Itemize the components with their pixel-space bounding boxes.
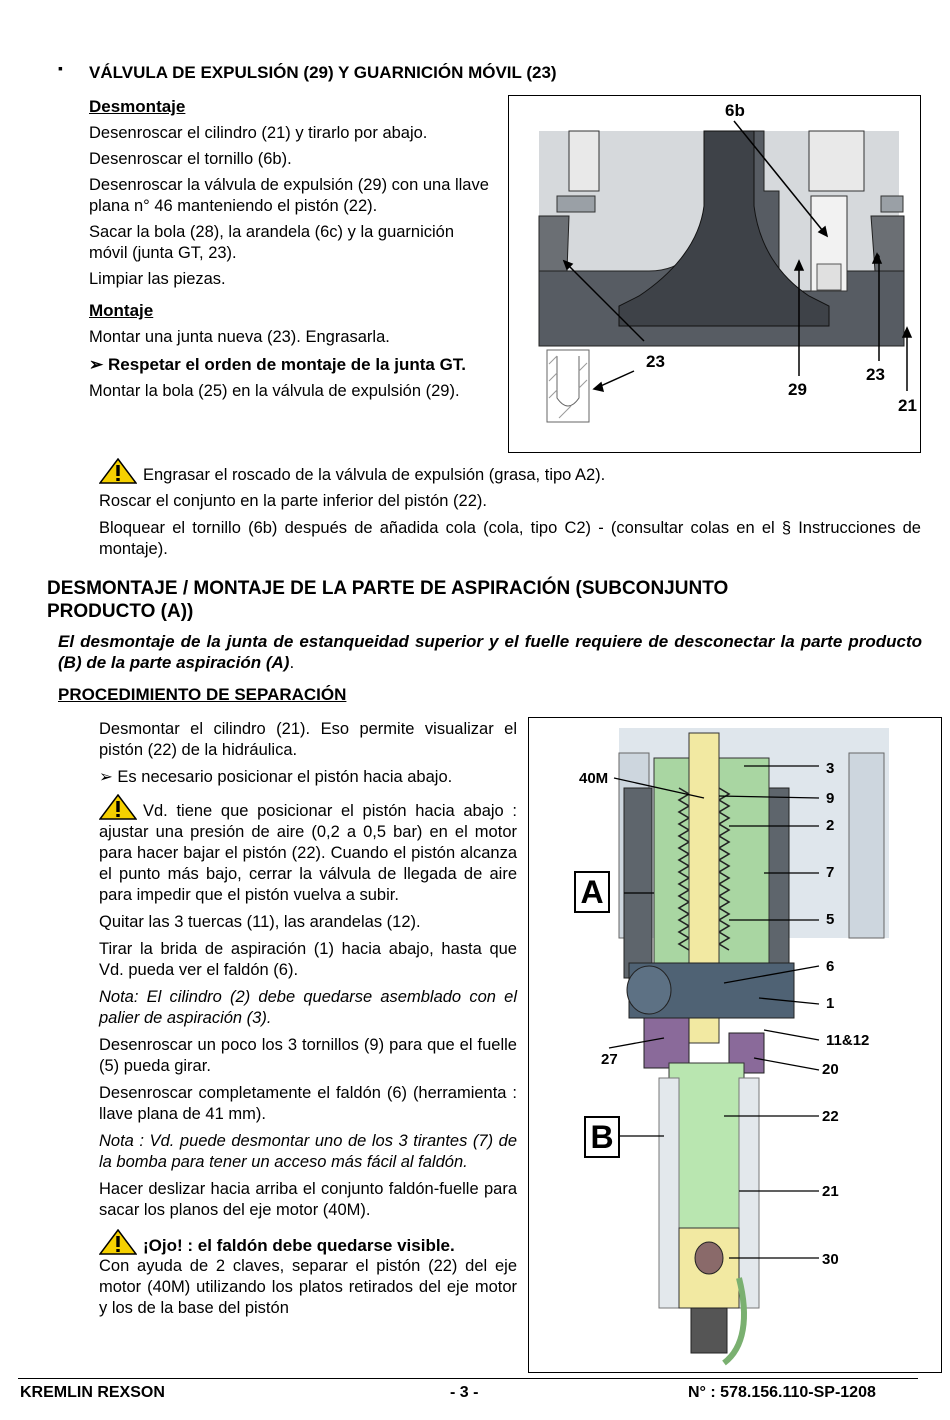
- montaje-step: Montar la bola (25) en la válvula de expulsión (29).: [89, 382, 460, 400]
- figure1-right-nut: [809, 131, 864, 191]
- montaje-note: [89, 354, 497, 375]
- procedure-warning-step: [99, 794, 517, 906]
- figure2-label-11-12: 11&12: [826, 1032, 870, 1049]
- procedure-note-italic: Nota : Vd. puede desmontar uno de los 3 tirantes (7) de la bomba para tener un acceso más fácil al faldón.: [99, 1132, 517, 1171]
- procedure-text-column: [99, 719, 517, 1319]
- desmontaje-step: Sacar la bola (28), la arandela (6c) y la guarnición móvil (junta GT, 23).: [89, 223, 455, 262]
- figure2-label-a: A: [574, 871, 610, 913]
- figure2-pump-diagram: [528, 717, 942, 1373]
- procedure-step: Hacer deslizar hacia arriba el conjunto faldón-fuelle para sacar los planos del eje motor (40M).: [99, 1180, 517, 1219]
- figure2-label-7: 7: [826, 864, 835, 881]
- warning-icon: [99, 458, 137, 484]
- figure2-cylinder-left: [659, 1078, 679, 1308]
- procedure-note-italic: Nota: El cilindro (2) debe quedarse asemblado con el palier de aspiración (3).: [99, 988, 517, 1027]
- montaje-note-text: Respetar el orden de montaje de la junta GT.: [107, 355, 467, 374]
- warning-icon: [99, 794, 137, 820]
- procedure-heading: PROCEDIMIENTO DE SEPARACIÓN: [58, 685, 347, 704]
- figure2-drawing: [529, 718, 941, 1372]
- figure2-label-20: 20: [822, 1061, 839, 1078]
- montaje-heading: Montaje: [89, 301, 154, 320]
- procedure-step: Desmontar el cilindro (21). Eso permite visualizar el pistón (22) de la hidráulica.: [99, 720, 517, 759]
- figure2-label-6: 6: [826, 958, 835, 975]
- procedure-warning-text: Vd. tiene que posicionar el pistón hacia abajo : ajustar una presión de aire (0,2 a 0,5 bar) en el motor para hacer bajar el pistón (22). Cuando el pistón alcanza el punto más bajo, cerrar la válvula de llegada de aire para impedir que el pistón vuelva a subir.: [99, 802, 517, 904]
- footer-company: KREMLIN REXSON: [20, 1384, 165, 1401]
- figure2-label-2: 2: [826, 817, 835, 834]
- warning-line: [99, 458, 921, 486]
- section1-text-column: [89, 96, 497, 402]
- step-roscar: Roscar el conjunto en la parte inferior del pistón (22).: [99, 492, 487, 510]
- desmontaje-step: Limpiar las piezas.: [89, 270, 226, 288]
- figure2-bottom-plug: [691, 1308, 727, 1353]
- figure1-gt-seal-detail: [547, 350, 589, 422]
- figure2-ball: [695, 1242, 723, 1274]
- section2-intro-period: .: [289, 653, 295, 672]
- section2-intro: [58, 631, 922, 673]
- montaje-step: Montar una junta nueva (23). Engrasarla.: [89, 328, 390, 346]
- figure2-label-40m: 40M: [579, 770, 609, 787]
- figure1-label-29: 29: [788, 380, 807, 399]
- desmontaje-step: Desenroscar la válvula de expulsión (29) con una llave plana n° 46 manteniendo el pistón (22).: [89, 176, 489, 215]
- section2-intro-text: El desmontaje de la junta de estanqueidad superior y el fuelle requiere de desconectar la parte producto (B) de la parte aspiración (A): [58, 632, 922, 672]
- footer-rule: [18, 1378, 918, 1379]
- figure2-purple-left: [644, 1018, 689, 1068]
- figure1-left-washer: [557, 196, 595, 212]
- figure1-valve-diagram: [508, 95, 921, 453]
- figure2-label-22: 22: [822, 1108, 839, 1125]
- figure1-screw-thread: [817, 264, 841, 290]
- section1-warning-block: [99, 458, 921, 560]
- figure2-label-5: 5: [826, 911, 835, 928]
- section1-bullet: ▪: [58, 60, 63, 76]
- figure1-label-6b: 6b: [725, 101, 745, 120]
- procedure-warning-ojo: [99, 1229, 517, 1256]
- procedure-note-marker: ➢: [99, 768, 113, 786]
- figure2-cylinder-right: [739, 1078, 759, 1308]
- figure2-right-column: [849, 753, 884, 938]
- procedure-step: Quitar las 3 tuercas (11), las arandelas (12).: [99, 913, 421, 931]
- figure1-label-23-left: 23: [646, 352, 665, 371]
- figure2-label-9: 9: [826, 790, 835, 807]
- footer-page-number: - 3 -: [450, 1384, 479, 1401]
- figure1-left-nut: [569, 131, 599, 191]
- figure1-label-21: 21: [898, 396, 917, 415]
- procedure-note: [99, 767, 517, 788]
- figure2-label-3: 3: [826, 760, 835, 777]
- figure2-label-21: 21: [822, 1183, 839, 1200]
- figure1-drawing: [509, 96, 920, 452]
- warning-text: Engrasar el roscado de la válvula de expulsión (grasa, tipo A2).: [143, 466, 606, 484]
- figure2-label-27: 27: [601, 1051, 618, 1068]
- desmontaje-heading: Desmontaje: [89, 97, 186, 116]
- figure1-label-23-right: 23: [866, 365, 885, 384]
- desmontaje-step: Desenroscar el tornillo (6b).: [89, 150, 292, 168]
- figure2-tie-rod-left: [624, 788, 652, 978]
- footer-doc-number: N° : 578.156.110-SP-1208: [688, 1384, 876, 1401]
- desmontaje-step: Desenroscar el cilindro (21) y tirarlo por abajo.: [89, 124, 428, 142]
- montaje-note-marker: ➢: [89, 355, 104, 374]
- figure2-flange-boss: [627, 966, 671, 1014]
- step-bloquear: Bloquear el tornillo (6b) después de añadida cola (cola, tipo C2) - (consultar colas en el § Instrucciones de montaje).: [99, 519, 921, 558]
- procedure-ojo-text: ¡Ojo! : el faldón debe quedarse visible.: [143, 1236, 455, 1255]
- section2-title: DESMONTAJE / MONTAJE DE LA PARTE DE ASPIRACIÓN (SUBCONJUNTO PRODUCTO (A)): [47, 578, 729, 622]
- figure1-right-washer: [881, 196, 903, 212]
- procedure-note-text: Es necesario posicionar el pistón hacia abajo.: [117, 768, 453, 786]
- warning-icon: [99, 1229, 137, 1255]
- procedure-step: Tirar la brida de aspiración (1) hacia abajo, hasta que Vd. pueda ver el faldón (6).: [99, 940, 517, 979]
- figure2-label-b: B: [584, 1116, 620, 1158]
- procedure-step: Con ayuda de 2 claves, separar el pistón (22) del eje motor (40M) utilizando los platos retirados del eje motor y los de la base del pistón: [99, 1257, 517, 1317]
- figure2-label-1: 1: [826, 995, 835, 1012]
- section1-title: VÁLVULA DE EXPULSIÓN (29) Y GUARNICIÓN MÓVIL (23): [89, 63, 557, 82]
- procedure-step: Desenroscar completamente el faldón (6) (herramienta : llave plana de 41 mm).: [99, 1084, 517, 1123]
- figure2-label-30: 30: [822, 1251, 839, 1268]
- procedure-step: Desenroscar un poco los 3 tornillos (9) para que el fuelle (5) pueda girar.: [99, 1036, 517, 1075]
